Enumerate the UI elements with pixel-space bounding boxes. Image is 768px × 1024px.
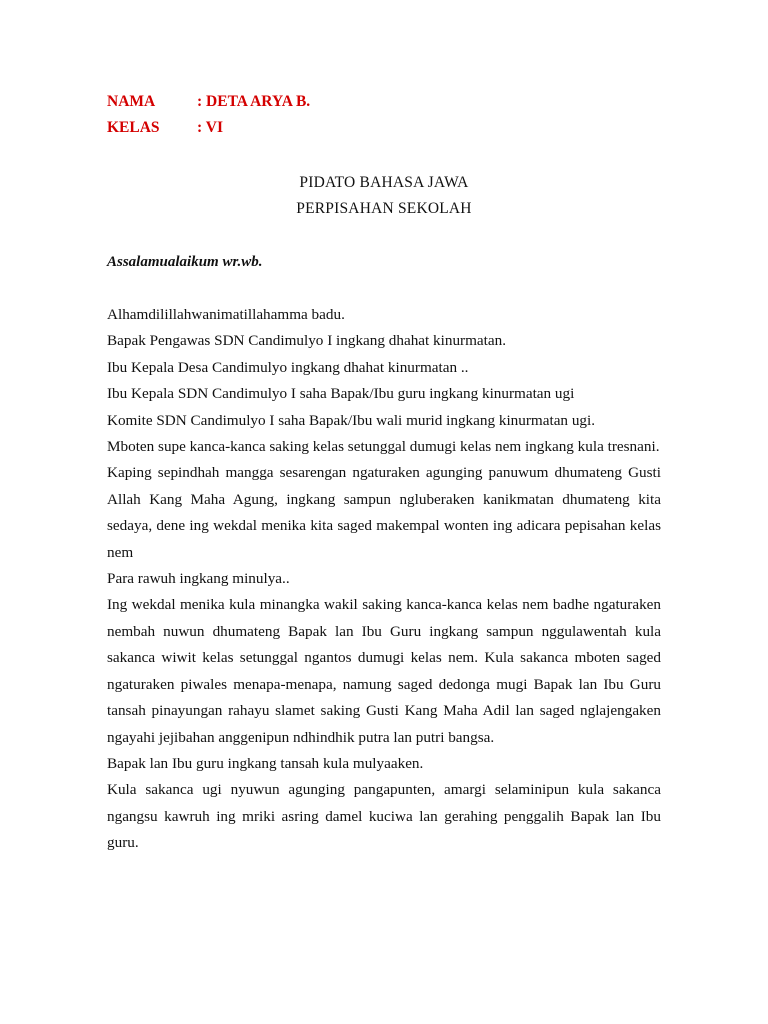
class-label: KELAS (107, 119, 160, 136)
paragraph: Bapak Pengawas SDN Candimulyo I ingkang dhahat kinurmatan. (107, 332, 507, 350)
paragraph: Para rawuh ingkang minulya.. (107, 570, 290, 588)
document-subtitle: PERPISAHAN SEKOLAH (296, 200, 472, 217)
speech-body (107, 302, 661, 857)
name-value: : DETA ARYA B. (197, 93, 311, 110)
paragraph: Kaping sepindhah mangga sesarengan ngaturaken agunging panuwum dhumateng Gusti Allah Kang Maha Agung, ingkang sampun ngluberaken kanikmatan dhumateng kita sedaya, dene ing wekdal menika kita saged makempal wonten ing adicara pepisahan kelas nem (107, 464, 661, 561)
class-value: : VI (197, 119, 223, 136)
paragraph: Ing wekdal menika kula minangka wakil saking kanca-kanca kelas nem badhe ngaturaken nembah nuwun dhumateng Bapak lan Ibu Guru ingkang sampun nggulawentah kula sakanca wiwit kelas setunggal ngantos dumugi kelas nem. Kula sakanca mboten saged ngaturaken piwales menapa-menapa, namung saged dedonga mugi Bapak lan Ibu Guru tansah pinayungan rahayu slamet saking Gusti Kang Maha Adil lan saged nglajengaken ngayahi jejibahan anggenipun ndhindhik putra lan putri bangsa. (107, 596, 661, 746)
paragraph: Alhamdilillahwanimatillahamma badu. (107, 306, 345, 323)
document-title: PIDATO BAHASA JAWA (299, 174, 469, 191)
paragraph: Mboten supe kanca-kanca saking kelas setunggal dumugi kelas nem ingkang kula tresnani. (107, 438, 660, 456)
paragraph: Ibu Kepala SDN Candimulyo I saha Bapak/Ibu guru ingkang kinurmatan ugi (107, 385, 575, 403)
paragraph: Kula sakanca ugi nyuwun agunging pangapunten, amargi selaminipun kula sakanca ngangsu kawruh ing mriki asring damel kuciwa lan gerahing penggalih Bapak lan Ibu guru. (107, 781, 661, 852)
opening-greeting: Assalamualaikum wr.wb. (107, 254, 263, 270)
paragraph: Ibu Kepala Desa Candimulyo ingkang dhahat kinurmatan .. (107, 358, 469, 376)
name-label: NAMA (107, 93, 156, 110)
paragraph: Bapak lan Ibu guru ingkang tansah kula mulyaaken. (107, 754, 424, 772)
paragraph: Komite SDN Candimulyo I saha Bapak/Ibu wali murid ingkang kinurmatan ugi. (107, 411, 596, 429)
